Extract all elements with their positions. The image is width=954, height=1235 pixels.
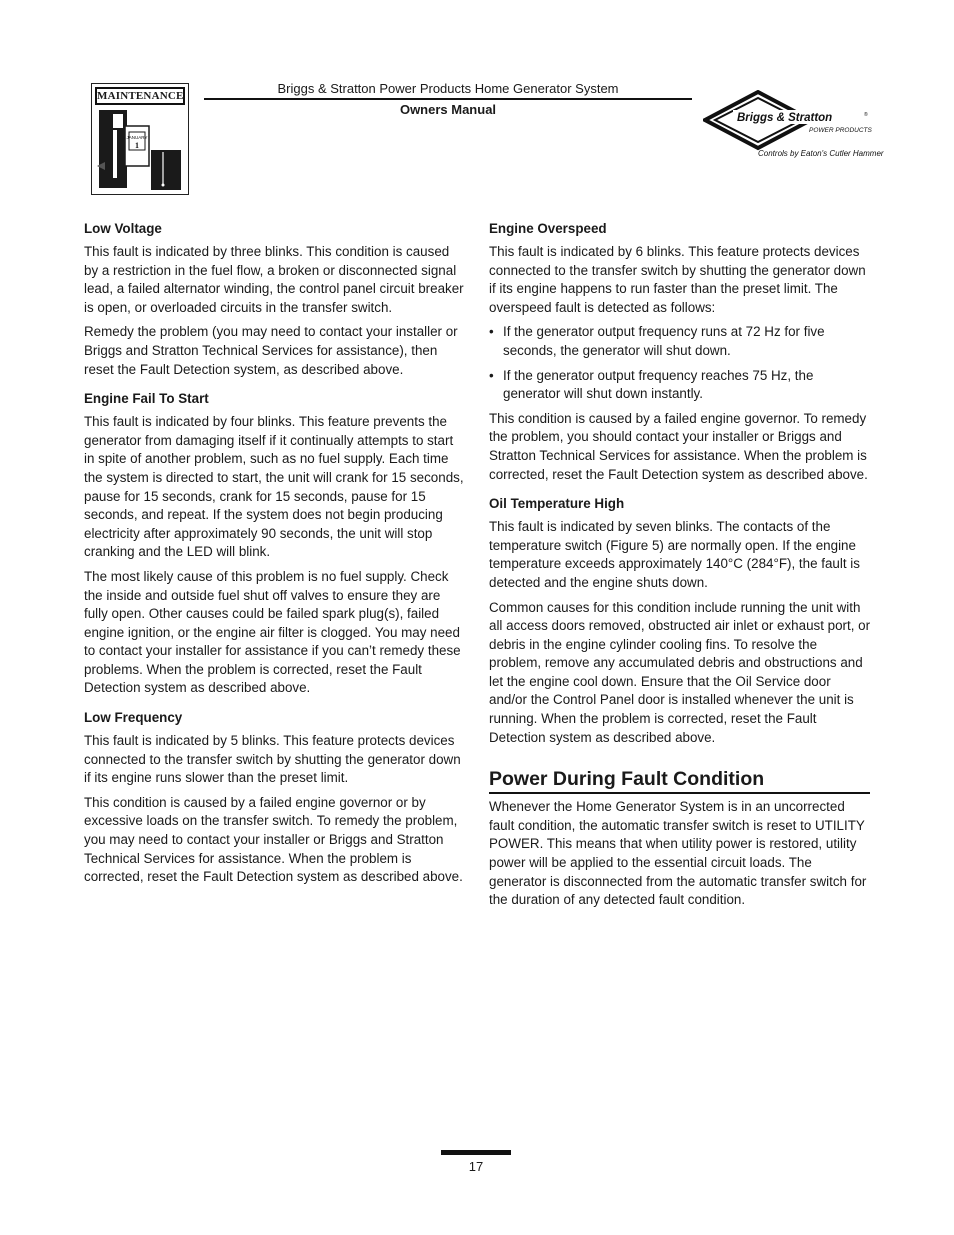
wrench-calendar-icon: [95, 108, 185, 192]
list-item: • If the generator output frequency reaches 75 Hz, the generator will shut down instantly.: [489, 367, 871, 404]
header-rule: [204, 98, 692, 100]
logo-tagline: Controls by Eaton's Cutler Hammer: [758, 149, 884, 158]
heading-engine-overspeed: Engine Overspeed: [489, 221, 607, 236]
left-column: [84, 219, 466, 893]
maintenance-badge: [91, 83, 189, 195]
section-power-during-fault: [489, 767, 871, 910]
paragraph: This condition is caused by a failed engine governor or by excessive loads on the transfer switch. To remedy the problem, you may need to contact your installer or Briggs and Stratton Technical Services for assistance. When the problem is corrected, reset the Fault Detection system as described above.: [84, 794, 463, 885]
calendar-day-label: 1: [135, 141, 139, 150]
paragraph: This condition is caused by a failed engine governor. To remedy the problem, you should contact your installer or Briggs and Stratton Technical Services for assistance. When the problem is corrected, reset the Fault Detection system as described above.: [489, 410, 868, 482]
list-item: • If the generator output frequency runs at 72 Hz for five seconds, the generator will shut down.: [489, 323, 871, 360]
section-oil-temperature-high: [489, 494, 871, 747]
paragraph: Remedy the problem (you may need to contact your installer or Briggs and Stratton Technical Services for assistance), then reset the Fault Detection system, as described above.: [84, 324, 458, 377]
page-number: 17: [468, 1159, 484, 1174]
footer-rule: [441, 1150, 511, 1155]
paragraph: This fault is indicated by 6 blinks. This feature protects devices connected to the transfer switch by shutting the generator down if its engine happens to run faster than the preset limit. The overspeed fault is detected as follows:: [489, 244, 866, 315]
logo-product: POWER PRODUCTS: [809, 127, 872, 134]
section-low-voltage: [84, 219, 466, 379]
right-column: [489, 219, 871, 916]
section-low-frequency: [84, 708, 466, 887]
paragraph: The most likely cause of this problem is no fuel supply. Check the inside and outside fuel shut off valves to ensure they are fully open. Other causes could be failed spark plug(s), failed engine ignition, or the engine air filter is clogged. You may need to contact your installer for assistance if you can’t remedy these problems. When the problem is corrected, reset the Fault Detection system as described above.: [84, 568, 461, 696]
logo-registered-mark: ®: [864, 112, 868, 118]
heading-oil-temperature-high: Oil Temperature High: [489, 496, 625, 512]
paragraph: Whenever the Home Generator System is in an uncorrected fault condition, the automatic transfer switch is reset to UTILITY POWER. This means that when utility power is restored, utility power will be applied to the essential circuit loads. The generator is disconnected from the automatic transfer switch for the duration of any detected fault condition.: [489, 799, 867, 908]
paragraph: This fault is indicated by three blinks. This condition is caused by a restriction in the fuel flow, a broken or disconnected signal lead, a failed alternator winding, the control panel circuit breaker is open, or overloaded circuits in the transfer switch.: [84, 244, 464, 315]
overspeed-bullet-list: [489, 323, 871, 403]
header-line-1: Briggs & Stratton Power Products Home Generator System: [277, 81, 619, 96]
paragraph: This fault is indicated by four blinks. This feature prevents the generator from damaging itself if it continually attempts to start in spite of another problem, such as no fuel supply. Each time the system is directed to start, the unit will crank for 15 seconds, pause for 15 seconds, crank for 15 seconds, pause for 15 seconds, and repeat. If the system does not begin producing electricity after approximately 90 seconds, the unit will stop cranking and the LED will blink.: [84, 414, 464, 560]
paragraph: This fault is indicated by seven blinks. The contacts of the temperature switch (Figure 5) are normally open. If the engine temperature exceeds approximately 140°C (284°F), the fault is detected and the engine shuts down.: [489, 519, 860, 590]
header-titles: [204, 81, 692, 118]
heading-low-voltage: Low Voltage: [84, 221, 162, 236]
section-engine-overspeed: [489, 219, 871, 484]
heading-low-frequency: Low Frequency: [84, 710, 183, 726]
header-line-2: Owners Manual: [399, 102, 497, 117]
calendar-month-label: JANUARY: [126, 135, 148, 140]
heading-engine-fail-to-start: Engine Fail To Start: [84, 391, 209, 407]
badge-title: MAINTENANCE: [95, 87, 185, 105]
logo-brand: Briggs & Stratton: [737, 112, 833, 124]
section-engine-fail-to-start: [84, 389, 466, 698]
paragraph: This fault is indicated by 5 blinks. This feature protects devices connected to the transfer switch by shutting the generator down if its engine runs slower than the preset limit.: [84, 733, 461, 786]
paragraph: Common causes for this condition include running the unit with all access doors removed, obstructed air inlet or exhaust port, or debris in the engine cylinder cooling fins. To resolve the problem, remove any accumulated debris and obstructions and let the engine cool down. Ensure that the Oil Service door and/or the Control Panel door is installed whenever the unit is running. When the problem is corrected, reset the Fault Detection system as described above.: [489, 599, 871, 745]
heading-power-during-fault: Power During Fault Condition: [489, 767, 870, 794]
